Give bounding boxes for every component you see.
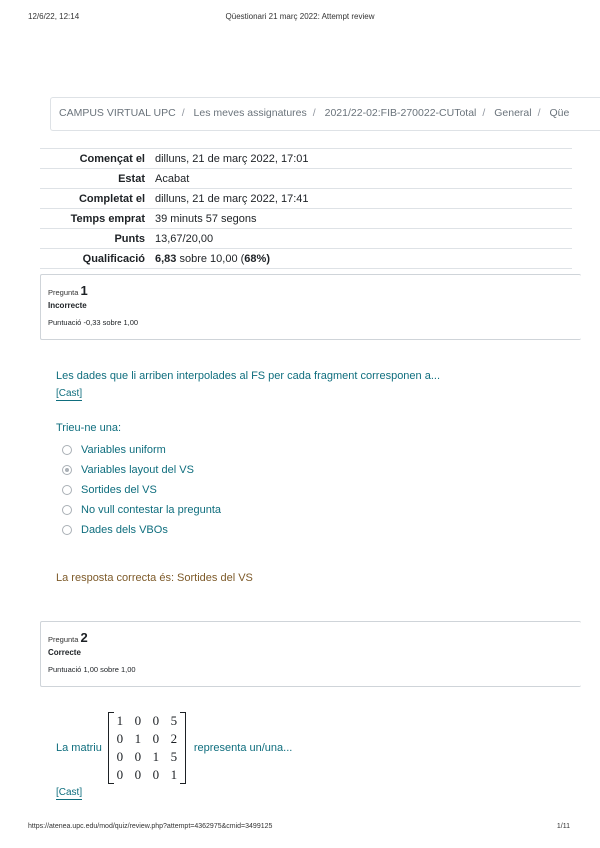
answer-label: Dades dels VBOs [81,524,168,536]
print-date: 12/6/22, 12:14 [28,12,80,21]
grade-percent: 68 [244,252,257,265]
summary-row [40,188,572,208]
matrix-cell: 0 [152,767,160,782]
matrix-cell: 1 [152,749,160,764]
summary-row [40,208,572,228]
question-grade: Puntuació -0,33 sobre 1,00 [48,318,139,327]
question-1-cast-link[interactable]: [Cast] [56,388,83,399]
answer-option[interactable] [62,440,221,460]
summary-row [40,228,572,248]
grade-value [155,253,270,265]
breadcrumb-item-course[interactable]: 2021/22-02:FIB-270022-CUTotal [324,107,477,119]
matrix-cell: 1 [116,713,124,728]
question-2-cast-link[interactable]: [Cast] [56,787,83,798]
matrix-cell: 0 [134,749,142,764]
answer-option-selected[interactable] [62,460,221,480]
matrix-cell: 0 [134,713,142,728]
question-2-info [40,621,581,687]
breadcrumb-item-quiz[interactable]: Qüe [549,107,570,119]
question-2-text-before: La matriu [56,742,102,754]
question-prefix: Pregunta [48,288,79,297]
answer-label: Sortides del VS [81,484,157,496]
breadcrumb-item-campus[interactable]: CAMPUS VIRTUAL UPC [59,107,176,119]
answer-label: Variables uniform [81,444,166,456]
print-page-number: 1/11 [556,823,570,830]
correct-answer-feedback: La resposta correcta és: Sortides del VS [56,572,253,584]
matrix-cell: 0 [116,749,124,764]
breadcrumb-item-assignatures[interactable]: Les meves assignatures [193,107,307,119]
breadcrumb-item-general[interactable]: General [494,107,532,119]
radio-button-checked[interactable] [62,465,72,475]
question-1-text: Les dades que li arriben interpolades al FS per cada fragment corresponen a... [56,370,441,382]
summary-row [40,148,572,168]
question-2-text [56,712,292,784]
answer-option[interactable] [62,480,221,500]
matrix-cell: 0 [152,731,160,746]
question-prefix: Pregunta [48,635,79,644]
summary-key: Qualificació [82,252,145,265]
attempt-summary-table [40,148,572,269]
print-title: Qüestionari 21 març 2022: Attempt review [225,12,375,21]
answer-prompt: Trieu-ne una: [56,422,122,434]
matrix-cell: 5 [170,749,178,764]
summary-value: 39 minuts 57 segons [155,212,257,225]
radio-button[interactable] [62,485,72,495]
radio-button[interactable] [62,525,72,535]
matrix-cell: 5 [170,713,178,728]
summary-key: Completat el [78,192,145,205]
summary-value: Acabat [155,172,190,185]
summary-row-grade [40,248,572,269]
matrix-cell: 1 [134,731,142,746]
summary-key: Estat [118,172,145,185]
print-url: https://atenea.upc.edu/mod/quiz/review.php?attempt=4362975&cmid=3499125 [28,823,273,830]
answer-option[interactable] [62,500,221,520]
matrix-cell: 0 [134,767,142,782]
question-number-value: 2 [80,630,88,645]
question-state: Correcte [48,648,81,657]
radio-button[interactable] [62,505,72,515]
summary-value: 13,67/20,00 [155,232,214,245]
question-2-text-after: representa un/una... [193,742,293,754]
question-number [48,283,88,298]
question-1-info [40,274,581,340]
grade-text-2: %) [256,252,270,265]
summary-row [40,168,572,188]
question-number [48,630,88,645]
radio-button[interactable] [62,445,72,455]
grade-text-1: sobre 10,00 ( [176,252,245,265]
question-number-value: 1 [80,283,88,298]
summary-key: Començat el [79,152,145,165]
matrix-cell: 1 [170,767,178,782]
question-state: Incorrecte [48,301,87,310]
summary-key: Temps emprat [70,212,145,225]
summary-value: dilluns, 21 de març 2022, 17:41 [155,192,309,205]
summary-key: Punts [114,232,145,245]
matrix-cell: 0 [116,731,124,746]
answer-options [62,440,221,540]
matrix-cell: 0 [116,767,124,782]
matrix-cell: 2 [170,731,178,746]
question-grade: Puntuació 1,00 sobre 1,00 [48,665,136,674]
answer-option[interactable] [62,520,221,540]
answer-label: No vull contestar la pregunta [81,504,222,516]
answer-label: Variables layout del VS [81,464,194,476]
summary-value: dilluns, 21 de març 2022, 17:01 [155,152,309,165]
matrix-cell: 0 [152,713,160,728]
grade-score: 6,83 [155,252,177,265]
matrix [108,712,186,784]
breadcrumb: CAMPUS VIRTUAL UPC / Les meves assignatures / 2021/22-02:FIB-270022-CUTotal / General / Qüe [50,97,600,131]
